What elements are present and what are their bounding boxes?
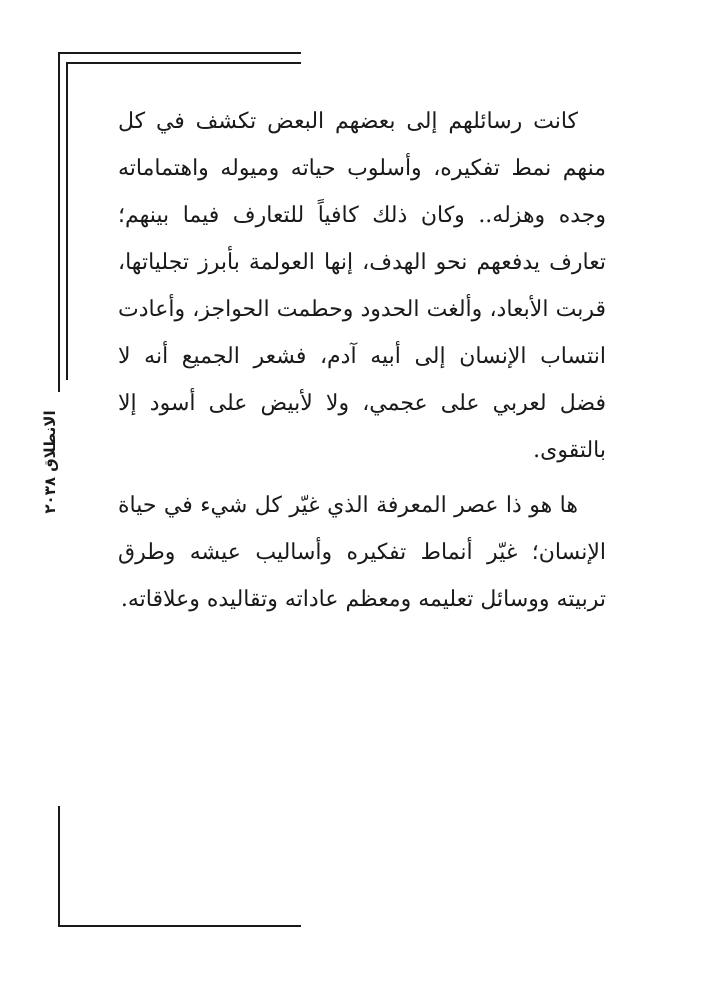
frame-bottom-line [58,925,301,927]
frame-top-inner-line [66,62,301,64]
paragraph-2: ها هو ذا عصر المعرفة الذي غيّر كل شيء في حياة الإنسان؛ غيّر أنماط تفكيره وأساليب عيشه وطرق تربيته ووسائل تعليمه ومعظم عاداته وتقاليده وعلاقاته. [118,493,606,612]
frame-left-outer-line [58,52,60,392]
paragraph-1: كانت رسائلهم إلى بعضهم البعض تكشف في كل منهم نمط تفكيره، وأسلوب حياته وميوله واهتماماته وجده وهزله.. وكان ذلك كافياً للتعارف فيما بينهم؛ تعارف يدفعهم نحو الهدف، إنها العولمة بأبرز تجلياتها، قربت الأبعاد، وألغت الحدود وحطمت الحواجز، وأعادت انتساب الإنسان إلى أبيه آدم، فشعر الجميع أنه لا فضل لعربي على عجمي، ولا لأبيض على أسود إلا بالتقوى. [118,109,606,463]
frame-left-inner-line [66,62,68,380]
running-header-label: الانطلاق ٢٠٣٨ [41,410,59,514]
frame-top-outer-line [58,52,301,54]
frame-bottom-left-line [58,806,60,927]
body-text [118,98,606,623]
